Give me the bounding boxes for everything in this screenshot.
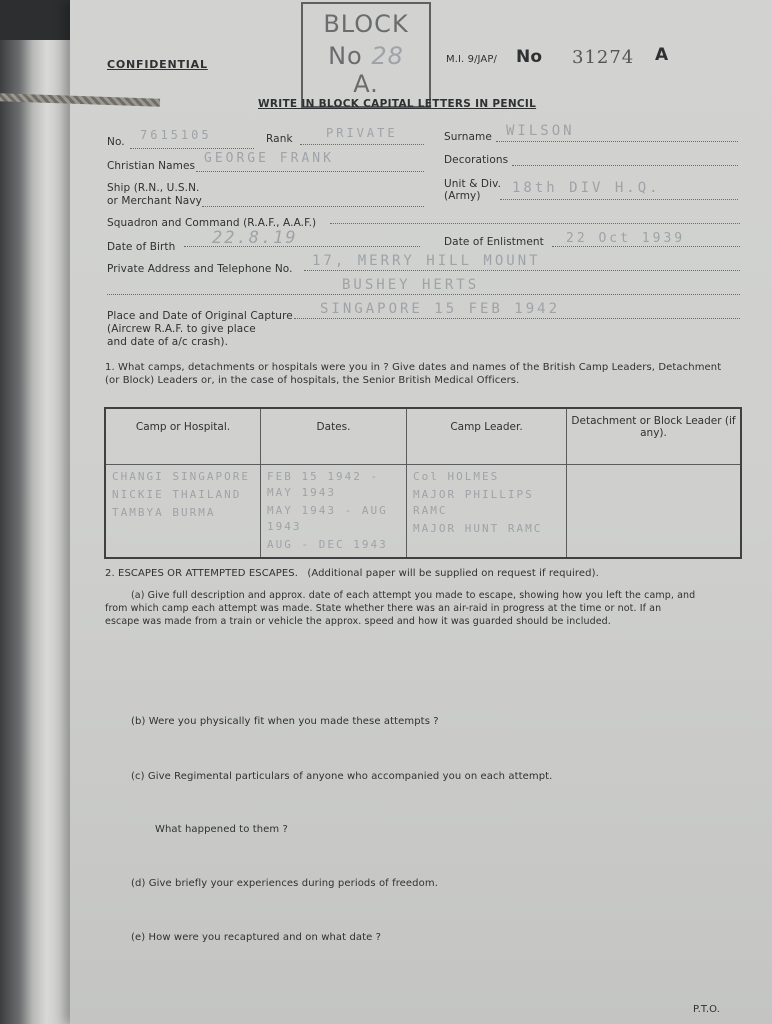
capture-dots — [294, 318, 740, 319]
table-row-camp: CHANGI SINGAPORE — [112, 470, 250, 483]
ship-label-1: Ship (R.N., U.S.N. — [107, 182, 200, 194]
no-label: No. — [107, 136, 125, 148]
capture-label-3: and date of a/c crash). — [107, 336, 229, 348]
table-row-leader: Col HOLMES — [413, 470, 500, 483]
christian-names-label: Christian Names — [107, 160, 196, 172]
detachment-cell — [567, 465, 742, 559]
rank-dots — [300, 144, 424, 145]
unit-label-1: Unit & Div. — [444, 178, 502, 190]
block-stamp-no-value: 28 — [371, 42, 404, 70]
ship-dots — [202, 206, 424, 207]
address-dots-1 — [304, 270, 740, 271]
enlistment-label: Date of Enlistment — [444, 236, 544, 248]
block-stamp — [301, 2, 431, 108]
dob-value: 22.8.19 — [212, 228, 298, 248]
rank-value: PRIVATE — [326, 126, 398, 140]
q2-heading-note: (Additional paper will be supplied on request if required). — [307, 568, 599, 579]
q2b-text: (b) Were you physically fit when you made these attempts ? — [131, 716, 439, 727]
address-dots-2 — [107, 294, 740, 295]
decorations-dots — [512, 165, 738, 166]
q2e-text: (e) How were you recaptured and on what date ? — [131, 932, 382, 943]
christian-names-dots — [196, 171, 424, 172]
q2a-line-1: (a) Give full description and approx. date of each attempt you made to escape, showing how you left the camp, and — [131, 590, 696, 601]
squadron-label: Squadron and Command (R.A.F., A.A.F.) — [107, 217, 317, 229]
table-row-dates: MAY 1943 - AUG 1943 — [267, 504, 388, 533]
q2c-text: (c) Give Regimental particulars of anyone who accompanied you on each attempt. — [131, 771, 553, 782]
surname-label: Surname — [444, 131, 492, 143]
surname-value: WILSON — [506, 123, 575, 139]
block-stamp-number — [303, 42, 429, 70]
decorations-label: Decorations — [444, 154, 509, 166]
camps-table — [104, 407, 742, 559]
dob-label: Date of Birth — [107, 241, 176, 253]
q2-heading — [105, 568, 599, 579]
table-row-dates: FEB 15 1942 - MAY 1943 — [267, 470, 380, 499]
table-row-camp: NICKIE THAILAND — [112, 488, 242, 501]
form-reference: M.I. 9/JAP/ — [446, 54, 497, 65]
dob-dots — [184, 246, 420, 247]
table-row-leader: MAJOR HUNT RAMC — [413, 522, 543, 535]
block-stamp-title: BLOCK — [323, 10, 409, 38]
pto-label: P.T.O. — [693, 1004, 720, 1015]
block-stamp-letter: A. — [353, 70, 379, 98]
q1-text-1: 1. What camps, detachments or hospitals were you in ? Give dates and names of the British Camp Leaders, Detachment — [105, 362, 722, 373]
leader-cell — [407, 465, 567, 559]
q2a-line-3: escape was made from a train or vehicle the approx. speed and how it was guarded should be included. — [105, 616, 611, 627]
q2a-line-2: from which camp each attempt was made. State whether there was an air-raid in progress at the time or not. If an — [105, 603, 662, 614]
rank-label: Rank — [266, 133, 293, 145]
block-stamp-no-label: No — [328, 42, 363, 70]
ship-label-2: or Merchant Navy — [107, 195, 202, 207]
camp-cell — [105, 465, 261, 559]
q2-heading-title: 2. ESCAPES OR ATTEMPTED ESCAPES. — [105, 568, 299, 579]
address-line-2: BUSHEY HERTS — [342, 277, 480, 293]
q2d-text: (d) Give briefly your experiences during periods of freedom. — [131, 878, 438, 889]
camps-table-header — [105, 408, 741, 465]
squadron-dots — [330, 223, 740, 224]
col-dates-header: Dates. — [261, 408, 407, 465]
q2c-sub-text: What happened to them ? — [155, 824, 288, 835]
capture-label-2: (Aircrew R.A.F. to give place — [107, 323, 256, 335]
unit-value: 18th DIV H.Q. — [512, 180, 661, 196]
serial-suffix: A — [655, 45, 669, 65]
col-detachment-header: Detachment or Block Leader (if any). — [567, 408, 742, 465]
no-value: 7615105 — [140, 128, 212, 142]
surname-dots — [496, 141, 738, 142]
table-row-dates: AUG - DEC 1943 — [267, 538, 388, 551]
confidential-label: CONFIDENTIAL — [107, 58, 208, 71]
enlistment-dots — [552, 246, 740, 247]
serial-number: 31274 — [572, 47, 635, 68]
serial-no-label: No — [516, 47, 543, 67]
unit-label-2: (Army) — [444, 190, 481, 202]
address-label: Private Address and Telephone No. — [107, 263, 293, 275]
unit-dots — [500, 199, 738, 200]
col-leader-header: Camp Leader. — [407, 408, 567, 465]
capture-label-1: Place and Date of Original Capture — [107, 310, 293, 322]
table-row-camp: TAMBYA BURMA — [112, 506, 216, 519]
enlistment-value: 22 Oct 1939 — [566, 231, 686, 246]
dates-cell — [261, 465, 407, 559]
table-row-leader: MAJOR PHILLIPS RAMC — [413, 488, 534, 517]
capture-value: SINGAPORE 15 FEB 1942 — [320, 301, 561, 317]
christian-names-value: GEORGE FRANK — [204, 151, 334, 166]
col-camp-header: Camp or Hospital. — [105, 408, 261, 465]
pencil-instruction: WRITE IN BLOCK CAPITAL LETTERS IN PENCIL — [258, 98, 537, 110]
camps-table-body — [105, 465, 741, 559]
no-dots — [130, 148, 254, 149]
address-line-1: 17, MERRY HILL MOUNT — [312, 253, 541, 269]
q1-text-2: (or Block) Leaders or, in the case of hospitals, the Senior British Medical Officers. — [105, 375, 520, 386]
